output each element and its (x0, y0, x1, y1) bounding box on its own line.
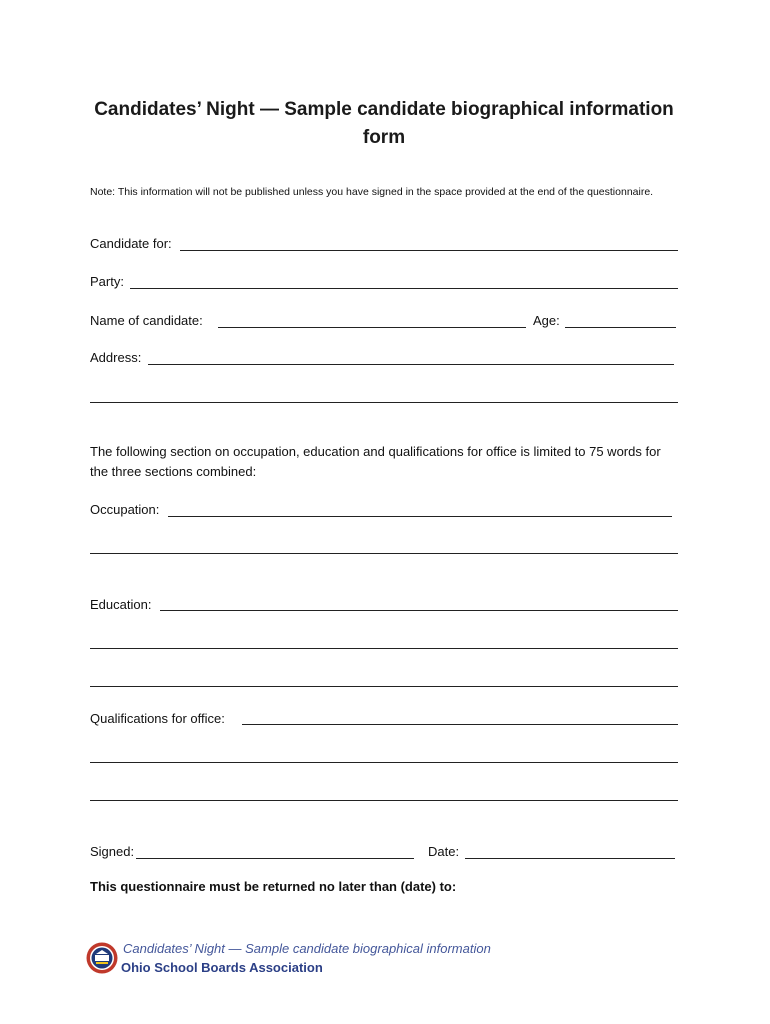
party-field[interactable] (130, 288, 678, 289)
address-field-line-2[interactable] (90, 402, 678, 403)
candidate-for-label: Candidate for: (90, 236, 172, 251)
party-label: Party: (90, 274, 124, 289)
age-label: Age: (533, 313, 560, 328)
education-field-line-2[interactable] (90, 648, 678, 649)
candidate-for-field[interactable] (180, 250, 678, 251)
osba-seal-logo (86, 942, 118, 974)
footer-document-title: Candidates’ Night — Sample candidate biographical information (123, 941, 491, 956)
address-field[interactable] (148, 364, 674, 365)
occupation-field-line-2[interactable] (90, 553, 678, 554)
qualifications-field-line-2[interactable] (90, 762, 678, 763)
signed-label: Signed: (90, 844, 135, 859)
date-field[interactable] (465, 858, 675, 859)
return-instructions: This questionnaire must be returned no later than (date) to: (90, 879, 457, 894)
page-title: Candidates’ Night — Sample candidate biographical information form (94, 99, 674, 148)
qualifications-field-line-3[interactable] (90, 800, 678, 801)
education-field-line-3[interactable] (90, 686, 678, 687)
qualifications-field[interactable] (242, 724, 678, 725)
occupation-label: Occupation: (90, 502, 160, 517)
address-label: Address: (90, 350, 142, 365)
note-text: Note: This information will not be published unless you have signed in the space provided at the end of the questionnaire. (90, 186, 654, 198)
footer-organization: Ohio School Boards Association (121, 960, 323, 975)
name-field[interactable] (218, 327, 526, 328)
qualifications-label: Qualifications for office: (90, 711, 225, 726)
education-field[interactable] (160, 610, 678, 611)
section-instructions: The following section on occupation, education and qualifications for office is limited to 75 words for the three sections combined: (90, 444, 661, 479)
occupation-field[interactable] (168, 516, 672, 517)
date-label: Date: (428, 844, 460, 859)
name-label: Name of candidate: (90, 313, 203, 328)
age-field[interactable] (565, 327, 676, 328)
signature-field[interactable] (136, 858, 414, 859)
education-label: Education: (90, 597, 152, 612)
